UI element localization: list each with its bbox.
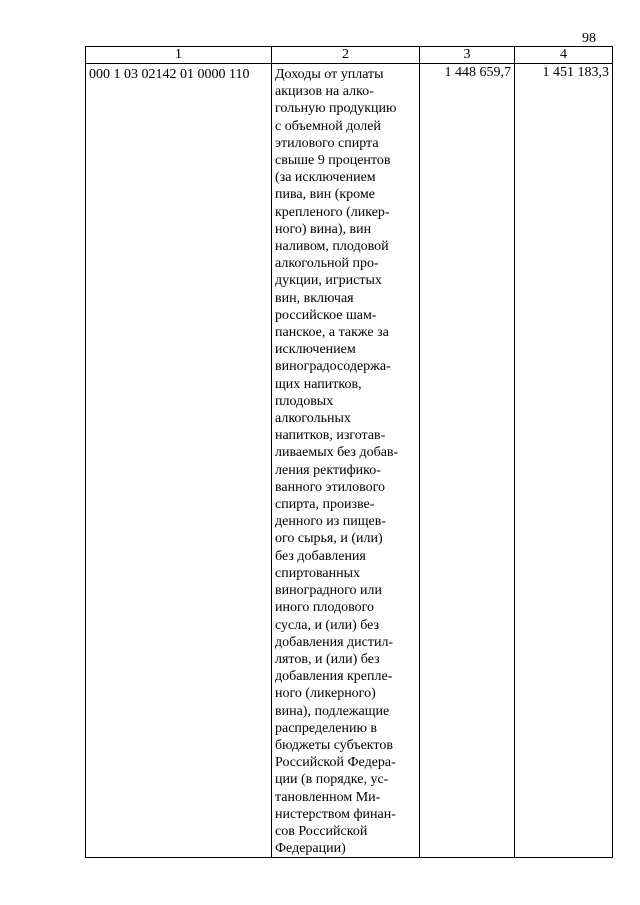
description-line: сусла, и (или) без [275, 617, 380, 633]
description-line: ванного этилового [275, 479, 386, 495]
description-line: вин, включая [275, 290, 354, 306]
description-line: крепленого (ликер- [275, 204, 390, 220]
description-line: тановленном Ми- [275, 789, 381, 805]
description-line: нистерством финан- [275, 806, 396, 822]
description-line: напитков, изготав- [275, 428, 386, 444]
column-header-2: 2 [272, 47, 420, 64]
description-line: алкогольной про- [275, 256, 379, 272]
description-line: спиртованных [275, 565, 360, 581]
description-line: ции (в порядке, ус- [275, 772, 389, 788]
column-header-1: 1 [86, 47, 272, 64]
description-line: без добавления [275, 548, 366, 564]
amount-column-3: 1 448 659,7 [420, 64, 515, 858]
description-line: российское шам- [275, 307, 377, 323]
description-line: сов Российской [275, 823, 368, 839]
description-line: гольную продукцию [275, 101, 397, 117]
description-line: вина), подлежащие [275, 703, 390, 719]
description-line: панское, а также за [275, 325, 389, 341]
budget-classification-code: 000 1 03 02142 01 0000 110 [86, 64, 272, 858]
description-line: дукции, игристых [275, 273, 382, 289]
column-header-3: 3 [420, 47, 515, 64]
description-line: свыше 9 процентов [275, 153, 391, 169]
description-line: Федерации) [275, 841, 346, 857]
description-line: наливом, плодовой [275, 239, 389, 255]
description-line: алкогольных [275, 411, 351, 427]
budget-table [85, 46, 613, 858]
description-line: плодовых [275, 393, 334, 409]
description-line: исключением [275, 342, 356, 358]
description-line: виноградного или [275, 583, 383, 599]
table-header-row [86, 47, 613, 64]
column-header-4: 4 [515, 47, 613, 64]
amount-column-4: 1 451 183,3 [515, 64, 613, 858]
description-line: акцизов на алко- [275, 84, 374, 100]
description-line: этилового спирта [275, 135, 379, 151]
description-line: Доходы от уплаты [275, 67, 384, 82]
description-line: с объемной долей [275, 118, 381, 134]
table-row [86, 64, 613, 858]
description-line: бюджеты субъектов [275, 737, 393, 753]
description-line: ного (ликерного) [275, 686, 376, 702]
description-line: Российской Федера- [275, 755, 396, 771]
description-line: ого сырья, и (или) [275, 531, 383, 547]
description-line: спирта, произве- [275, 497, 375, 513]
description-line: (за исключением [275, 170, 376, 186]
description-line: лятов, и (или) без [275, 651, 380, 667]
description-line: ления ректифико- [275, 462, 381, 478]
description-line: иного плодового [275, 600, 374, 616]
description-line: распределению в [275, 720, 378, 736]
description-line: пива, вин (кроме [275, 187, 375, 203]
description-line: виноградосодержа- [275, 359, 391, 375]
description-line: щих напитков, [275, 376, 362, 392]
description-line: добавления дистил- [275, 634, 394, 650]
description-line: ливаемых без добав- [275, 445, 399, 461]
description-line: ного) вина), вин [275, 221, 372, 237]
description-line: денного из пищев- [275, 514, 386, 530]
description-line: добавления крепле- [275, 669, 393, 685]
page-number: 98 [582, 31, 596, 46]
income-description [272, 64, 420, 858]
